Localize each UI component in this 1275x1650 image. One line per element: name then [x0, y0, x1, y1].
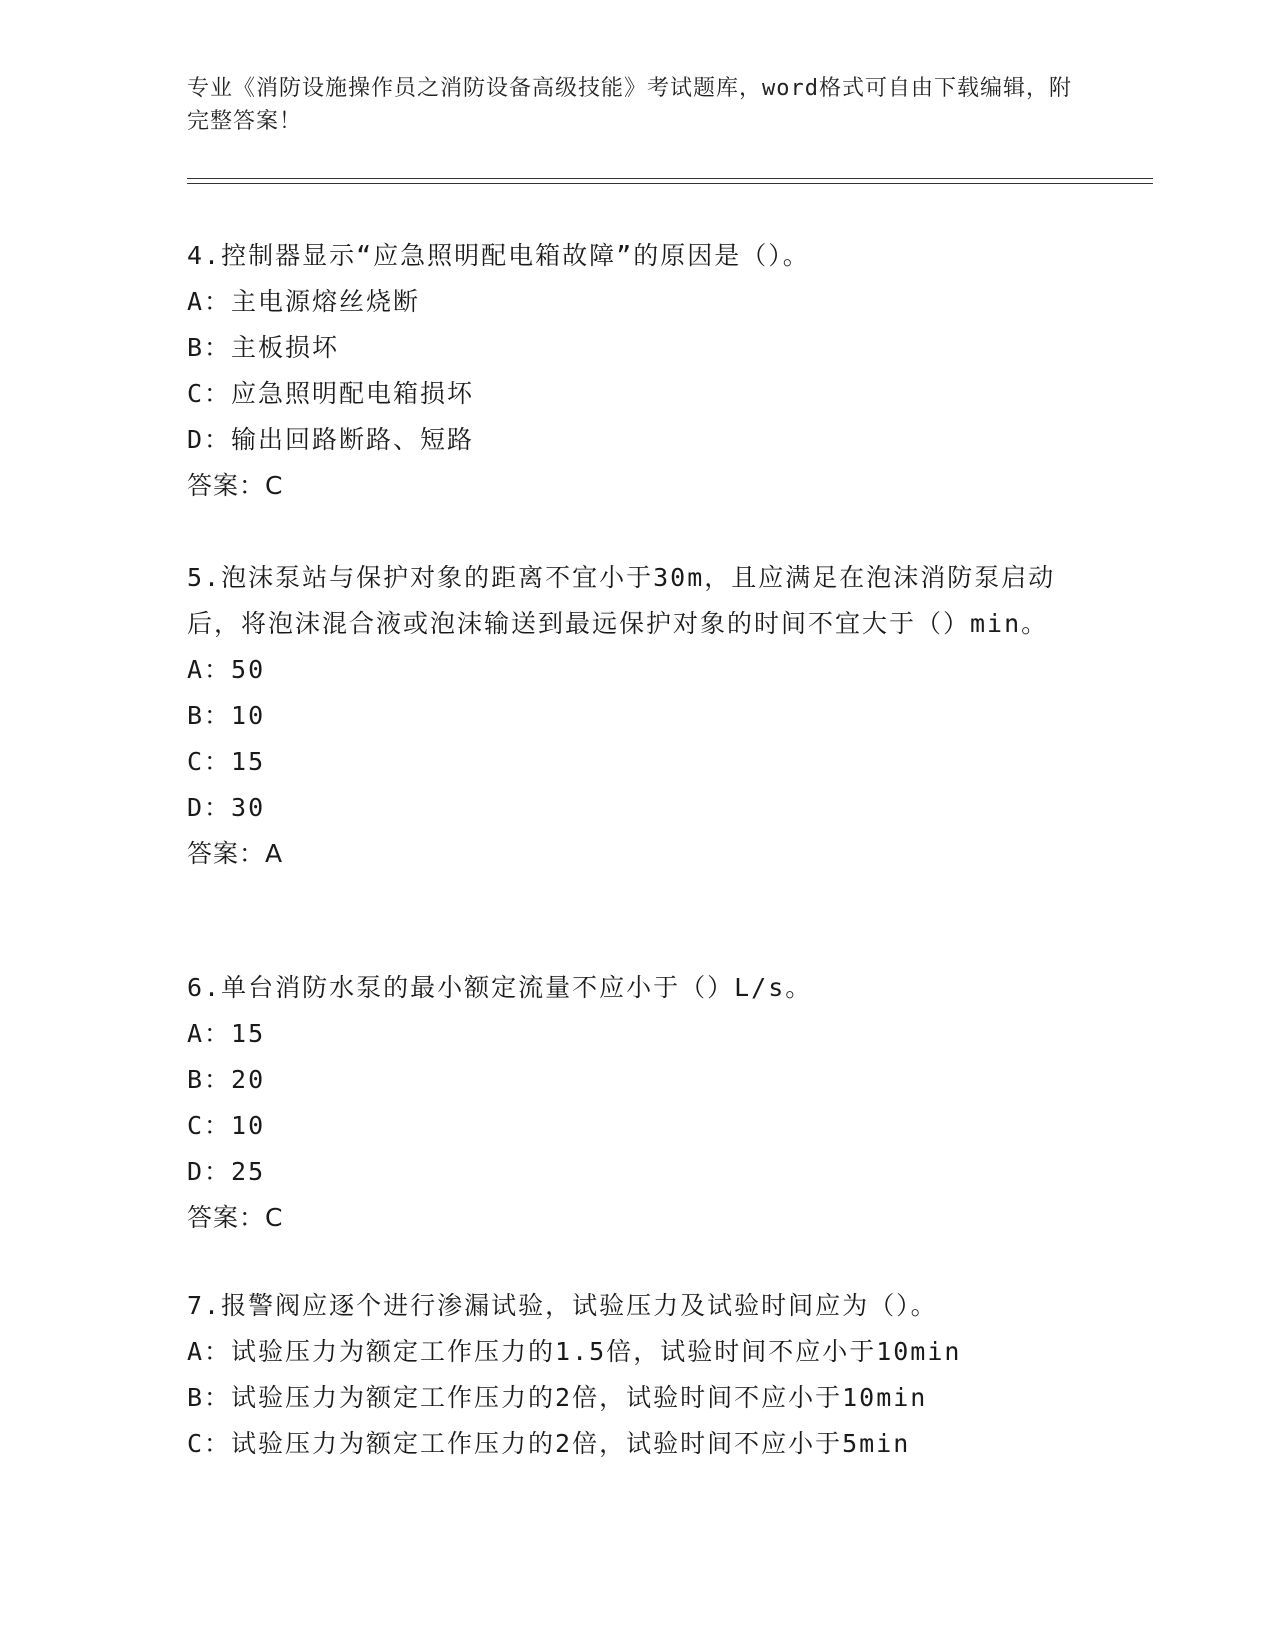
- question-4: [187, 233, 1087, 509]
- option-c: C：应急照明配电箱损坏: [187, 379, 475, 408]
- answer: 答案：C: [187, 1203, 284, 1232]
- option-d: D：30: [187, 793, 266, 822]
- option-b: B：试验压力为额定工作压力的2倍，试验时间不应小于10min: [187, 1383, 928, 1412]
- option-a: A：50: [187, 655, 266, 684]
- question-text: 5.泡沫泵站与保护对象的距离不宜小于30m，且应满足在泡沫消防泵启动后，将泡沫混合液或泡沫输送到最远保护对象的时间不宜大于（）min。: [187, 563, 1056, 638]
- option-c: C：15: [187, 747, 266, 776]
- question-7: [187, 1283, 1087, 1467]
- question-text: 6.单台消防水泵的最小额定流量不应小于（）L/s。: [187, 973, 813, 1002]
- option-a: A：主电源熔丝烧断: [187, 287, 421, 316]
- header-divider-bottom: [187, 183, 1153, 184]
- option-b: B：20: [187, 1065, 266, 1094]
- question-5: [187, 555, 1087, 877]
- option-a: A：试验压力为额定工作压力的1.5倍，试验时间不应小于10min: [187, 1337, 962, 1366]
- question-text: 7.报警阀应逐个进行渗漏试验，试验压力及试验时间应为（）。: [187, 1291, 938, 1320]
- question-6: [187, 965, 1087, 1241]
- header-divider-top: [187, 178, 1153, 179]
- option-c: C：10: [187, 1111, 266, 1140]
- question-text: 4.控制器显示“应急照明配电箱故障”的原因是（）。: [187, 241, 810, 270]
- option-d: D：25: [187, 1157, 266, 1186]
- answer: 答案：C: [187, 471, 284, 500]
- document-intro: 专业《消防设施操作员之消防设备高级技能》考试题库，word格式可自由下载编辑，附完整答案！: [187, 76, 1072, 134]
- option-b: B：10: [187, 701, 266, 730]
- option-b: B：主板损坏: [187, 333, 340, 362]
- option-d: D：输出回路断路、短路: [187, 425, 475, 454]
- answer: 答案：A: [187, 839, 284, 868]
- option-a: A：15: [187, 1019, 266, 1048]
- option-c: C：试验压力为额定工作压力的2倍，试验时间不应小于5min: [187, 1429, 911, 1458]
